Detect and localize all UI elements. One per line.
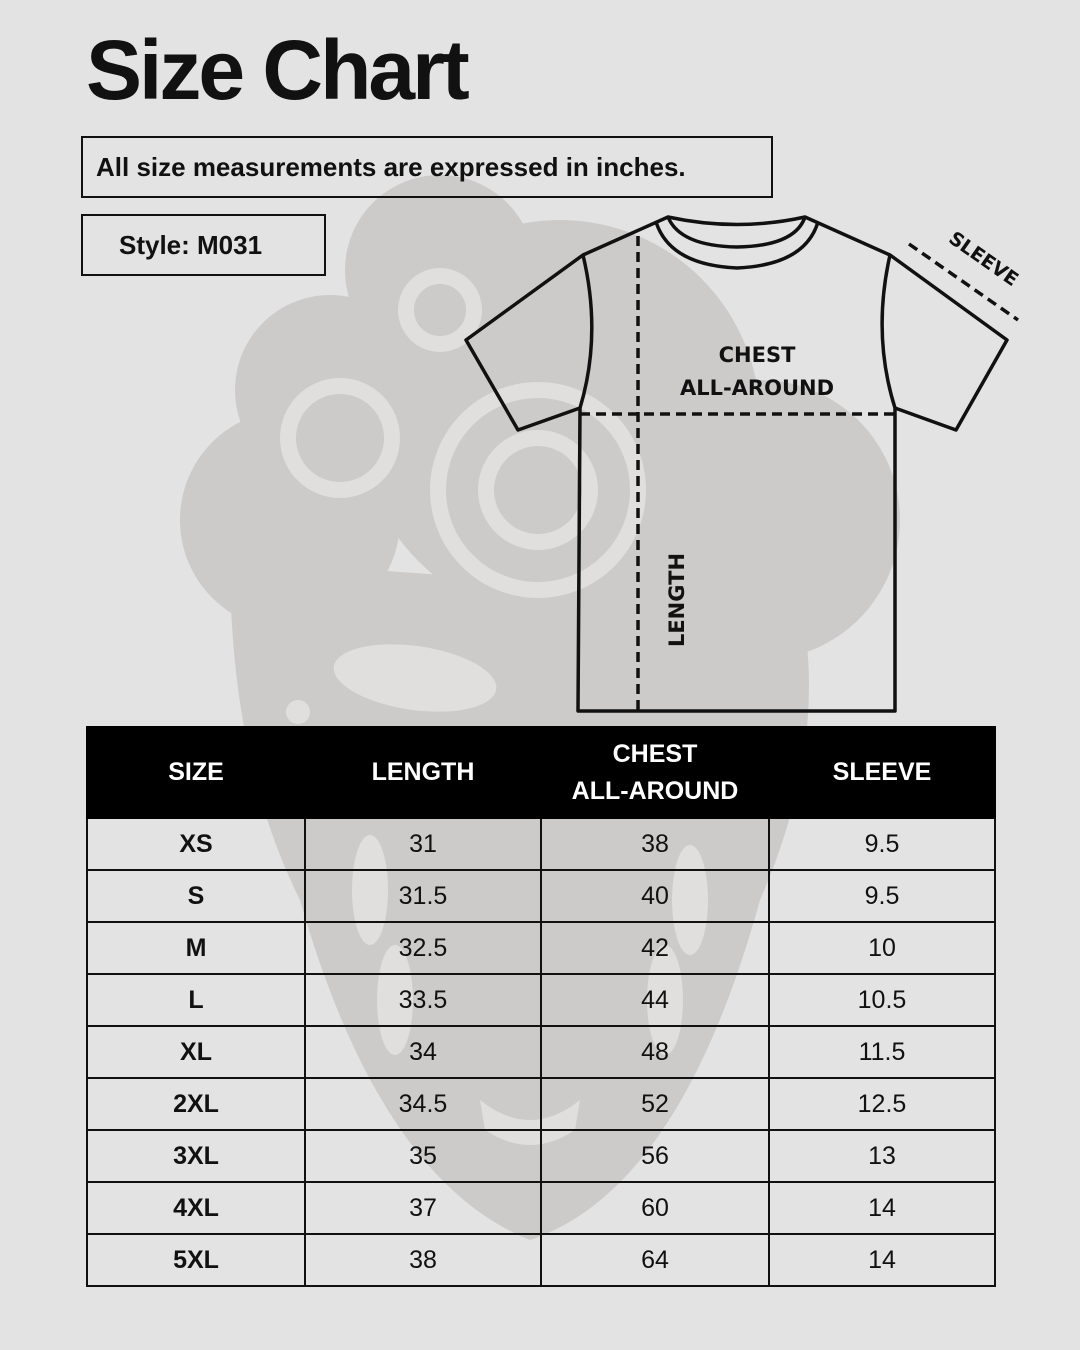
chest-label-line1: CHEST xyxy=(718,343,796,367)
length-label: LENGTH xyxy=(665,552,689,648)
chest-cell: 40 xyxy=(541,870,769,922)
header-length: LENGTH xyxy=(305,727,541,818)
header-chest-line1: CHEST xyxy=(612,739,698,768)
table-header-row xyxy=(87,727,995,818)
length-cell: 35 xyxy=(305,1130,541,1182)
header-sleeve: SLEEVE xyxy=(769,727,995,818)
tshirt-diagram xyxy=(440,195,1060,725)
sleeve-cell: 10.5 xyxy=(769,974,995,1026)
chest-cell: 48 xyxy=(541,1026,769,1078)
size-cell: 5XL xyxy=(87,1234,305,1286)
table-row xyxy=(87,1182,995,1234)
chest-cell: 42 xyxy=(541,922,769,974)
sleeve-cell: 11.5 xyxy=(769,1026,995,1078)
sleeve-cell: 9.5 xyxy=(769,870,995,922)
size-cell: S xyxy=(87,870,305,922)
sleeve-cell: 14 xyxy=(769,1234,995,1286)
length-cell: 34 xyxy=(305,1026,541,1078)
sleeve-label: SLEEVE xyxy=(944,227,1023,291)
size-cell: L xyxy=(87,974,305,1026)
table-row xyxy=(87,870,995,922)
chest-cell: 64 xyxy=(541,1234,769,1286)
size-cell: 4XL xyxy=(87,1182,305,1234)
length-cell: 37 xyxy=(305,1182,541,1234)
page-title: Size Chart xyxy=(86,23,467,117)
length-cell: 32.5 xyxy=(305,922,541,974)
size-table xyxy=(86,726,996,1287)
sleeve-cell: 12.5 xyxy=(769,1078,995,1130)
chest-cell: 60 xyxy=(541,1182,769,1234)
table-row xyxy=(87,974,995,1026)
chest-label-line2: ALL-AROUND xyxy=(679,376,835,400)
size-cell: 3XL xyxy=(87,1130,305,1182)
header-chest-line2: ALL-AROUND xyxy=(571,776,739,805)
tshirt-right-armhole xyxy=(882,255,895,408)
header-chest xyxy=(541,727,769,818)
table-row xyxy=(87,1026,995,1078)
size-cell: 2XL xyxy=(87,1078,305,1130)
length-cell: 38 xyxy=(305,1234,541,1286)
sleeve-cell: 13 xyxy=(769,1130,995,1182)
header-size: SIZE xyxy=(87,727,305,818)
chest-cell: 52 xyxy=(541,1078,769,1130)
units-note xyxy=(81,136,773,198)
style-label-box xyxy=(81,214,326,276)
length-cell: 34.5 xyxy=(305,1078,541,1130)
sleeve-cell: 14 xyxy=(769,1182,995,1234)
table-row xyxy=(87,1234,995,1286)
tshirt-collar xyxy=(656,222,818,268)
table-row xyxy=(87,1078,995,1130)
table-row xyxy=(87,818,995,870)
size-cell: M xyxy=(87,922,305,974)
length-cell: 31.5 xyxy=(305,870,541,922)
chest-cell: 38 xyxy=(541,818,769,870)
sleeve-cell: 9.5 xyxy=(769,818,995,870)
tshirt-outline xyxy=(466,217,1007,711)
style-label: Style: M031 xyxy=(119,229,263,260)
chest-cell: 44 xyxy=(541,974,769,1026)
tshirt-left-armhole xyxy=(580,255,592,408)
chest-cell: 56 xyxy=(541,1130,769,1182)
length-cell: 31 xyxy=(305,818,541,870)
table-row xyxy=(87,1130,995,1182)
size-cell: XS xyxy=(87,818,305,870)
units-note-text: All size measurements are expressed in inches. xyxy=(96,151,686,182)
length-cell: 33.5 xyxy=(305,974,541,1026)
size-cell: XL xyxy=(87,1026,305,1078)
sleeve-cell: 10 xyxy=(769,922,995,974)
table-row xyxy=(87,922,995,974)
